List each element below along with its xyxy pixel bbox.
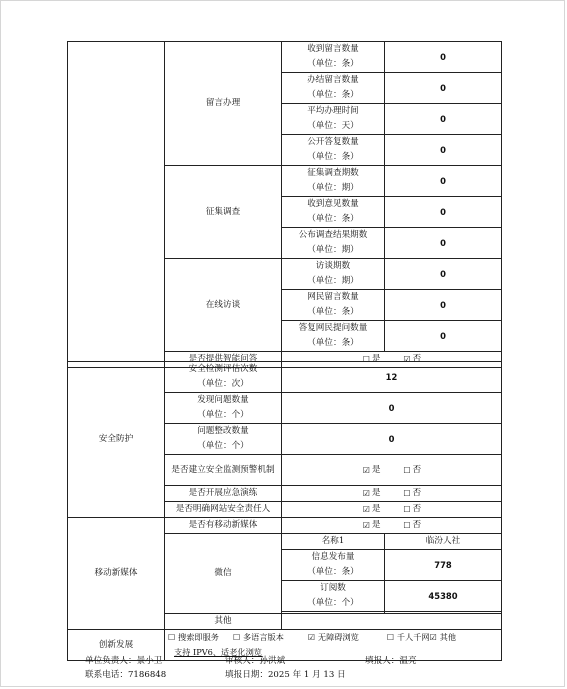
- smart-qa-options: ☐ 是 ☑ 否: [282, 352, 502, 368]
- metric-value: 0: [385, 197, 502, 228]
- metric-label: 征集调查期数 （单位：期）: [282, 166, 385, 197]
- other-label: 其他: [165, 614, 282, 630]
- metric-value: 0: [385, 259, 502, 290]
- innovation-options: ☐ 搜索即服务 ☐ 多语言版本 ☑ 无障碍浏览 ☐ 千人千网 ☑ 其他 支持 IPV6、适老化浏览: [165, 630, 502, 661]
- metric-label: 答复网民提问数量 （单位：条）: [282, 321, 385, 352]
- metric-label: 订阅数 （单位：个）: [282, 581, 385, 612]
- checkbox-unchecked-icon[interactable]: ☐: [403, 489, 411, 498]
- name-value: 临汾人社: [385, 534, 502, 550]
- section-interaction-blank: [68, 42, 165, 368]
- section-media: 移动新媒体: [68, 518, 165, 630]
- metric-value: 0: [385, 166, 502, 197]
- checkbox-checked-icon[interactable]: ☑: [362, 505, 370, 514]
- metric-value: 0: [385, 104, 502, 135]
- metric-value: 0: [385, 290, 502, 321]
- footer-date: 填报日期：2025 年 1 月 13 日: [225, 670, 346, 680]
- checkbox-unchecked-icon[interactable]: ☐: [168, 633, 176, 642]
- metric-label: 安全检测评估次数 （单位：次）: [165, 362, 282, 393]
- metric-value: 0: [385, 321, 502, 352]
- metric-label: 办结留言数量 （单位：条）: [282, 73, 385, 104]
- checkbox-checked-icon[interactable]: ☑: [429, 633, 437, 642]
- metric-label: 问题整改数量 （单位：个）: [165, 424, 282, 455]
- metric-label: 网民留言数量 （单位：条）: [282, 290, 385, 321]
- statistics-table-lower: [67, 361, 502, 661]
- metric-label: 收到留言数量 （单位：条）: [282, 42, 385, 73]
- checkbox-unchecked-icon[interactable]: ☐: [232, 633, 241, 642]
- footer-phone: 联系电话：7186848: [85, 670, 167, 680]
- section-message: 留言办理: [165, 42, 282, 166]
- wechat-label: 微信: [165, 534, 282, 614]
- footer-filler: 填报人：温亮: [365, 656, 417, 666]
- checkbox-checked-icon[interactable]: ☑: [307, 633, 316, 642]
- metric-value: 778: [385, 550, 502, 581]
- check-options: ☑ 是 ☐ 否: [282, 502, 502, 518]
- section-security: 安全防护: [68, 362, 165, 518]
- checkbox-unchecked-icon[interactable]: ☐: [362, 355, 370, 364]
- checkbox-checked-icon[interactable]: ☑: [403, 355, 411, 364]
- smart-qa-label: 是否提供智能问答: [165, 352, 282, 368]
- check-options: ☑ 是 ☐ 否: [282, 518, 502, 534]
- metric-value: 0: [385, 135, 502, 166]
- checkbox-checked-icon[interactable]: ☑: [362, 521, 370, 530]
- checkbox-unchecked-icon[interactable]: ☐: [403, 521, 411, 530]
- checkbox-unchecked-icon[interactable]: ☐: [403, 465, 411, 475]
- check-options: ☑ 是 ☐ 否: [282, 455, 502, 486]
- section-survey: 征集调查: [165, 166, 282, 259]
- footer-leader: 单位负责人：景小卫: [85, 656, 163, 666]
- footer-reviewer: 审核人：孙洪斌: [225, 656, 286, 666]
- check-label: 是否建立安全监测预警机制: [165, 455, 282, 486]
- section-innovation: 创新发展: [68, 630, 165, 661]
- check-label: 是否明确网站安全责任人: [165, 502, 282, 518]
- metric-value: 0: [385, 228, 502, 259]
- metric-label: 发现问题数量 （单位：个）: [165, 393, 282, 424]
- name-label: 名称1: [282, 534, 385, 550]
- metric-label: 公布调查结果期数 （单位：期）: [282, 228, 385, 259]
- metric-value: 45380: [385, 581, 502, 612]
- other-value: [282, 614, 502, 630]
- footer-row-1: [85, 654, 505, 666]
- metric-label: 平均办理时间 （单位：天）: [282, 104, 385, 135]
- checkbox-checked-icon[interactable]: ☑: [362, 465, 370, 475]
- metric-value: 0: [385, 42, 502, 73]
- checkbox-unchecked-icon[interactable]: ☐: [403, 505, 411, 514]
- metric-value: 0: [385, 73, 502, 104]
- check-label: 是否开展应急演练: [165, 486, 282, 502]
- metric-value: 0: [282, 393, 502, 424]
- statistics-table: [67, 41, 502, 368]
- metric-label: 公开答复数量 （单位：条）: [282, 135, 385, 166]
- metric-value: 0: [282, 424, 502, 455]
- innovation-other-text: 支持 IPV6、适老化浏览: [174, 647, 262, 657]
- section-interview: 在线访谈: [165, 259, 282, 352]
- metric-label: 信息发布量 （单位：条）: [282, 550, 385, 581]
- metric-label: 收到意见数量 （单位：条）: [282, 197, 385, 228]
- metric-label: 访谈期数 （单位：期）: [282, 259, 385, 290]
- check-label: 是否有移动新媒体: [165, 518, 282, 534]
- checkbox-unchecked-icon[interactable]: ☐: [386, 633, 395, 642]
- checkbox-checked-icon[interactable]: ☑: [362, 489, 370, 498]
- footer-row-2: [85, 668, 505, 680]
- metric-value: 12: [282, 362, 502, 393]
- check-options: ☑ 是 ☐ 否: [282, 486, 502, 502]
